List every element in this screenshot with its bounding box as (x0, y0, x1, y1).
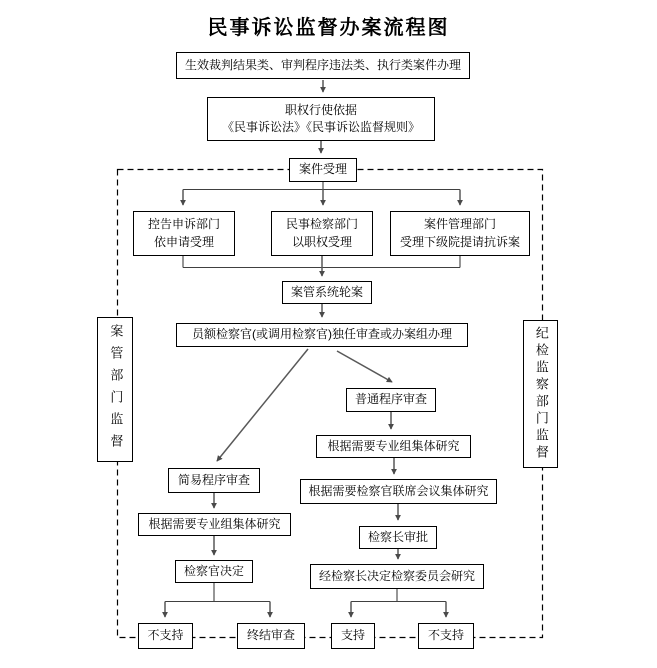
node-prosecutor-handle-label: 员额检察官(或调用检察官)独任审查或办案组办理 (192, 327, 452, 342)
node-ordinary-review-label: 普通程序审查 (354, 392, 427, 407)
node-not-support-right (418, 623, 474, 649)
node-case-acceptance-label: 案件受理 (298, 162, 347, 177)
node-ordinary-review (346, 388, 436, 412)
node-authority-basis (207, 97, 435, 141)
node-supervision-left (97, 317, 133, 462)
node-dept-case-mgmt (390, 211, 530, 256)
node-not-support-right-label: 不支持 (427, 628, 464, 643)
node-joint-meeting (300, 479, 497, 504)
node-support-label: 支持 (340, 628, 365, 643)
node-end-review-label: 终结审查 (246, 628, 295, 643)
node-case-acceptance (289, 158, 357, 182)
node-dept-civil (271, 211, 373, 256)
node-authority-basis-line1: 职权行使依据 (284, 102, 357, 117)
node-supervision-right (523, 320, 558, 468)
node-committee-research (310, 564, 484, 589)
page-title: 民事诉讼监督办案流程图 (207, 17, 450, 39)
node-group-research-right-label: 根据需要专业组集体研究 (327, 438, 460, 453)
node-dept-complaint-line2: 依申请受理 (153, 234, 214, 249)
node-group-research-left-label: 根据需要专业组集体研究 (148, 516, 281, 531)
node-dept-civil-line2: 以职权受理 (291, 234, 352, 249)
node-support (331, 623, 375, 649)
node-summary-review (168, 468, 260, 493)
node-case-types (176, 52, 470, 79)
node-summary-review-label: 简易程序审查 (177, 472, 250, 487)
node-dept-civil-line1: 民事检察部门 (285, 217, 358, 232)
node-chief-approval-label: 检察长审批 (367, 529, 428, 544)
node-group-research-right (316, 435, 471, 458)
node-not-support-left (138, 623, 193, 649)
node-prosecutor-decision-label: 检察官决定 (183, 563, 244, 578)
node-dept-complaint (133, 211, 235, 256)
node-supervision-right-label: 纪检监察部门监督 (533, 326, 549, 462)
node-committee-research-label: 经检察长决定检察委员会研究 (318, 568, 475, 583)
node-prosecutor-handle (176, 323, 468, 347)
node-dept-complaint-line1: 控告申诉部门 (147, 217, 220, 232)
node-dept-case-mgmt-line2: 受理下级院提请抗诉案 (399, 234, 520, 249)
node-case-rotation-label: 案管系统轮案 (290, 284, 363, 299)
node-authority-basis-line2: 《民事诉讼法》《民事诉讼监督规则》 (221, 120, 420, 134)
node-case-types-label: 生效裁判结果类、审判程序违法类、执行类案件办理 (184, 57, 461, 72)
node-joint-meeting-label: 根据需要检察官联席会议集体研究 (308, 483, 489, 498)
node-chief-approval (359, 526, 437, 549)
node-prosecutor-decision (175, 560, 253, 583)
node-not-support-left-label: 不支持 (147, 628, 184, 643)
node-group-research-left (138, 513, 291, 536)
node-end-review (237, 623, 305, 649)
node-case-rotation (282, 281, 372, 304)
node-supervision-left-label: 案管部门监督 (108, 323, 124, 456)
node-dept-case-mgmt-line1: 案件管理部门 (423, 217, 496, 232)
